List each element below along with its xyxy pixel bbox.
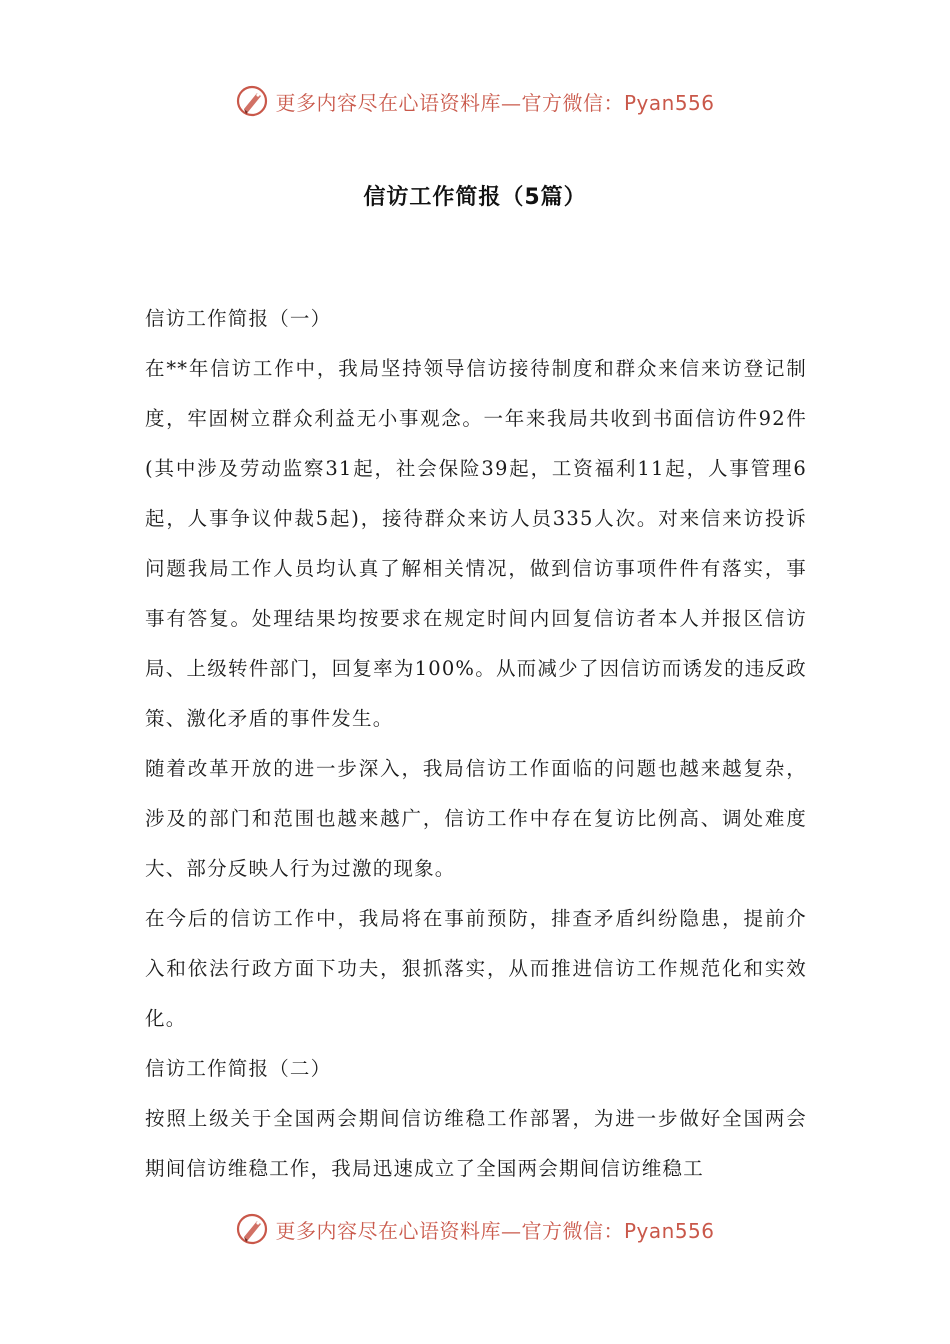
wechat-id: Pyan556 [623,90,715,115]
watermark-text: 更多内容尽在心语资料库—官方微信：Pyan556 [275,1218,715,1243]
wechat-id: Pyan556 [623,1218,715,1243]
paragraph-4: 按照上级关于全国两会期间信访维稳工作部署，为进一步做好全国两会期间信访维稳工作，我局迅速成立了全国两会期间信访维稳工 [145,1107,807,1180]
paragraph-1: 在**年信访工作中，我局坚持领导信访接待制度和群众来信来访登记制度，牢固树立群众利益无小事观念。一年来我局共收到书面信访件92件(其中涉及劳动监察31起，社会保险39起，工资福利11起，人事管理6起，人事争议仲裁5起)，接待群众来访人员335人次。对来信来访投诉问题我局工作人员均认真了解相关情况，做到信访事项件件有落实，事事有答复。处理结果均按要求在规定时间内回复信访者本人并报区信访局、上级转件部门，回复率为100%。从而减少了因信访而诱发的违反政策、激化矛盾的事件发生。 [145,357,807,730]
header-watermark-banner [0,84,950,118]
paragraph-3: 在今后的信访工作中，我局将在事前预防，排查矛盾纠纷隐患，提前介入和依法行政方面下功夫，狠抓落实，从而推进信访工作规范化和实效化。 [145,907,807,1030]
section-heading-2: 信访工作简报（二） [145,1057,332,1080]
watermark-text: 更多内容尽在心语资料库—官方微信：Pyan556 [275,90,715,115]
pen-logo-icon [235,1212,269,1246]
footer-watermark-banner [0,1212,950,1246]
section-heading-1: 信访工作简报（一） [145,307,332,330]
pen-logo-icon [235,84,269,118]
paragraph-2: 随着改革开放的进一步深入，我局信访工作面临的问题也越来越复杂，涉及的部门和范围也越来越广，信访工作中存在复访比例高、调处难度大、部分反映人行为过激的现象。 [145,757,807,880]
document-title: 信访工作简报（5篇） [363,185,587,210]
document-body [145,294,807,1194]
